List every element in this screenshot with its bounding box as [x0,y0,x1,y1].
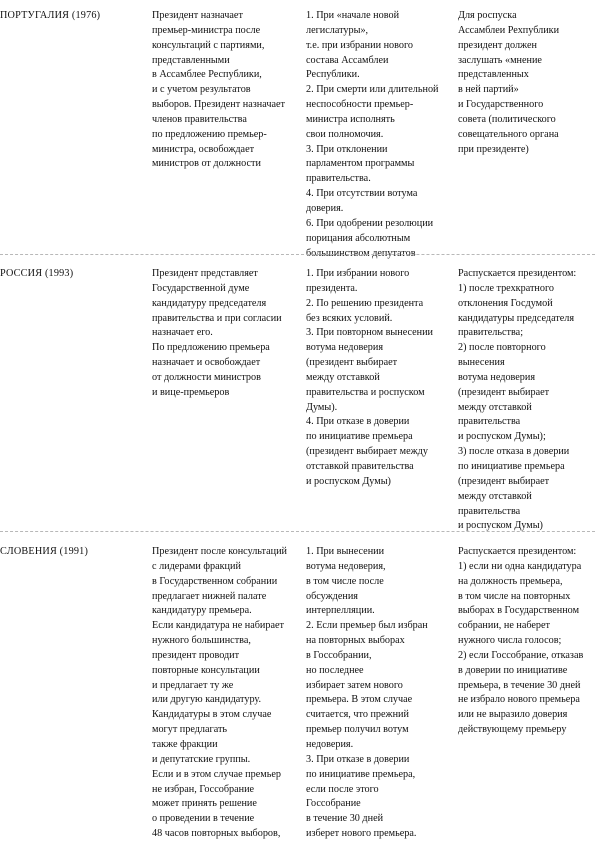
text-line: 1) после трехкратного [458,282,554,294]
text-line: СЛОВЕНИЯ (1991) [0,546,89,557]
text-line: представленными [152,54,230,66]
text-line: отставкой правительства [306,460,414,472]
text-line: Распускается президентом: [458,268,577,279]
country-cell [0,267,140,282]
text-line: действующему премьеру [458,724,567,736]
text-line: парламентом программы [306,158,415,170]
text-line: (президент выбирает [458,475,550,487]
text-line: по инициативе премьера [458,460,565,472]
text-line: может принять решение [152,798,257,810]
text-line: вотума недоверия [458,371,536,383]
text-line: 1) если ни одна кандидатура [458,560,582,572]
text-line: вынесения [458,357,505,369]
text-line: если после этого [306,783,379,795]
text-line: премьер-министра после [152,24,261,36]
text-line: повторные консультации [152,664,260,676]
country-cell [0,9,140,24]
text-line: По предложению премьера [152,342,270,354]
text-line: в Государственном собрании [152,575,278,587]
text-line: 3. При отказе в доверии [306,753,410,765]
text-line: назначает и освобождает [152,357,261,369]
text-line: или не выразило доверия [458,709,568,721]
text-line: избирает затем нового [306,679,403,691]
text-line: Думы). [306,401,338,413]
text-line: (президент выбирает между [306,446,428,458]
text-line: и роспуском Думы) [306,475,391,487]
dissolution-cell [458,267,595,534]
appointment-cell [152,545,300,842]
text-line: премьера, в течение 30 дней [458,679,581,691]
text-line: большинством депутатов [306,247,416,259]
text-line: на повторных выборах [306,635,405,647]
text-line: порицания абсолютным [306,232,411,244]
text-line: РОССИЯ (1993) [0,268,74,279]
text-line: премьер получил вотум [306,724,409,736]
text-line: собрании, не наберет [458,620,550,632]
text-line: Если кандидатура не набирает [152,620,284,632]
text-line: кандидатуру председателя [152,297,267,309]
text-line: предлагает нижней палате [152,590,267,602]
text-line: консультаций с партиями, [152,39,265,51]
text-line: совещательного органа [458,128,559,140]
text-line: могут предлагать [152,724,228,736]
text-line: 3) после отказа в доверии [458,446,570,458]
text-line: Если и в этом случае премьер [152,768,281,780]
text-line: Государственной думе [152,282,250,294]
text-line: Распускается президентом: [458,546,577,557]
text-line: 2. По решению президента [306,297,424,309]
text-line: 1. При «начале новой [306,10,400,21]
text-line: между отставкой [458,401,532,413]
text-line: выборах в Государственном [458,605,580,617]
text-line: по инициативе премьера, [306,768,416,780]
text-line: 6. При одобрении резолюции [306,217,434,229]
text-line: премьера. В этом случае [306,694,413,706]
text-line: свои полномочия. [306,128,384,140]
text-line: в Госсобрании, [306,649,372,661]
text-line: Госсобрание [306,798,361,810]
text-line: Ассамблеи Рехпублики [458,24,560,36]
text-line: легислатуры», [306,24,369,36]
text-line: представленных [458,69,529,81]
text-line: на должность премьера, [458,575,563,587]
text-line: считается, что прежний [306,709,409,721]
text-line: кандидатуру премьера. [152,605,252,617]
text-line: отклонения Госдумой [458,297,553,309]
text-line: выборов. Президент назначает [152,99,285,111]
text-line: интерпелляции. [306,605,375,617]
text-line: вотума недоверия [306,342,384,354]
text-line: 1. При избрании нового [306,268,410,279]
text-line: по инициативе премьера [306,431,413,443]
text-line: Республики. [306,69,360,81]
text-line: совета (политического [458,113,556,125]
text-line: правительства; [458,327,524,339]
text-line: 1. При вынесении [306,546,385,557]
text-line: президента. [306,282,358,294]
text-line: 2) если Госсобрание, отказав [458,649,584,661]
text-line: 3. При отклонении [306,143,388,155]
text-line: обсуждения [306,590,358,602]
text-line: (президент выбирает [306,357,398,369]
text-line: заслушать «мнение [458,54,542,66]
text-line: в том числе после [306,575,384,587]
text-line: нужного числа голосов; [458,635,562,647]
text-line: но последнее [306,664,364,676]
text-line: в течение 30 дней [306,813,384,825]
text-line: в ней партий» [458,84,519,96]
text-line: и депутатские группы. [152,753,251,765]
text-line: 2. При смерти или длительной [306,84,439,96]
text-line: министров от должности [152,158,261,170]
text-line: о проведении в течение [152,813,255,825]
text-line: Президент представляет [152,268,258,279]
text-line: доверия. [306,202,344,214]
row-divider [0,254,595,255]
text-line: в том числе на повторных [458,590,571,602]
text-line: т.е. при избрании нового [306,39,413,51]
text-line: правительства и при согласии [152,312,282,324]
text-line: по предложению премьер- [152,128,267,140]
text-line: 3. При повторном вынесении [306,327,433,339]
text-line: нужного большинства, [152,635,251,647]
text-line: недоверия. [306,738,354,750]
text-line: министра исполнять [306,113,395,125]
text-line: с лидерами фракций [152,560,241,572]
text-line: назначает его. [152,327,213,339]
text-line: не избран, Госсобрание [152,783,255,795]
text-line: членов правительства [152,113,247,125]
text-line: и роспуском Думы) [458,520,543,532]
text-line: президент проводит [152,649,240,661]
text-line: состава Ассамблеи [306,54,389,66]
text-line: и предлагает ту же [152,679,234,691]
text-line: 48 часов повторных выборов, [152,828,281,840]
text-line: министра, освобождает [152,143,255,155]
text-line: Президент после консультаций [152,546,288,557]
appointment-cell [152,9,300,172]
text-line: также фракции [152,738,218,750]
text-line: ПОРТУГАЛИЯ (1976) [0,10,101,21]
text-line: или другую кандидатуру. [152,694,262,706]
text-line: неспособности премьер- [306,99,414,111]
dissolution-cell [458,9,595,157]
text-line: правительства и роспуском [306,386,425,398]
text-line: и вице-премьеров [152,386,230,398]
text-line: и роспуском Думы); [458,431,546,443]
country-cell [0,545,140,560]
text-line: (президент выбирает [458,386,550,398]
text-line: Кандидатуры в этом случае [152,709,272,721]
text-line: правительства [458,505,521,517]
text-line: между отставкой [306,371,380,383]
text-line: при президенте) [458,143,529,155]
dissolution-cell [458,545,595,738]
text-line: Для роспуска [458,10,517,21]
text-line: и с учетом результатов [152,84,251,96]
text-line: 4. При отсутствии вотума [306,188,418,200]
text-line: кандидатуры председателя [458,312,575,324]
text-line: не избрало нового премьера [458,694,580,706]
text-line: президент должен [458,39,537,51]
row-divider [0,531,595,532]
text-line: в Ассамблее Республики, [152,69,262,81]
resignation-cell [306,9,454,261]
resignation-cell [306,267,454,490]
appointment-cell [152,267,300,401]
text-line: правительства. [306,173,371,185]
resignation-cell [306,545,454,842]
text-line: правительства [458,416,521,428]
text-line: Президент назначает [152,10,243,21]
text-line: и Государственного [458,99,544,111]
text-line: между отставкой [458,490,532,502]
text-line: 4. При отказе в доверии [306,416,410,428]
text-line: 2. Если премьер был избран [306,620,428,632]
text-line: от должности министров [152,371,261,383]
text-line: изберет нового премьера. [306,828,417,840]
text-line: 2) после повторного [458,342,546,354]
text-line: в доверии по инициативе [458,664,568,676]
text-line: вотума недоверия, [306,560,386,572]
text-line: без всяких условий. [306,312,393,324]
